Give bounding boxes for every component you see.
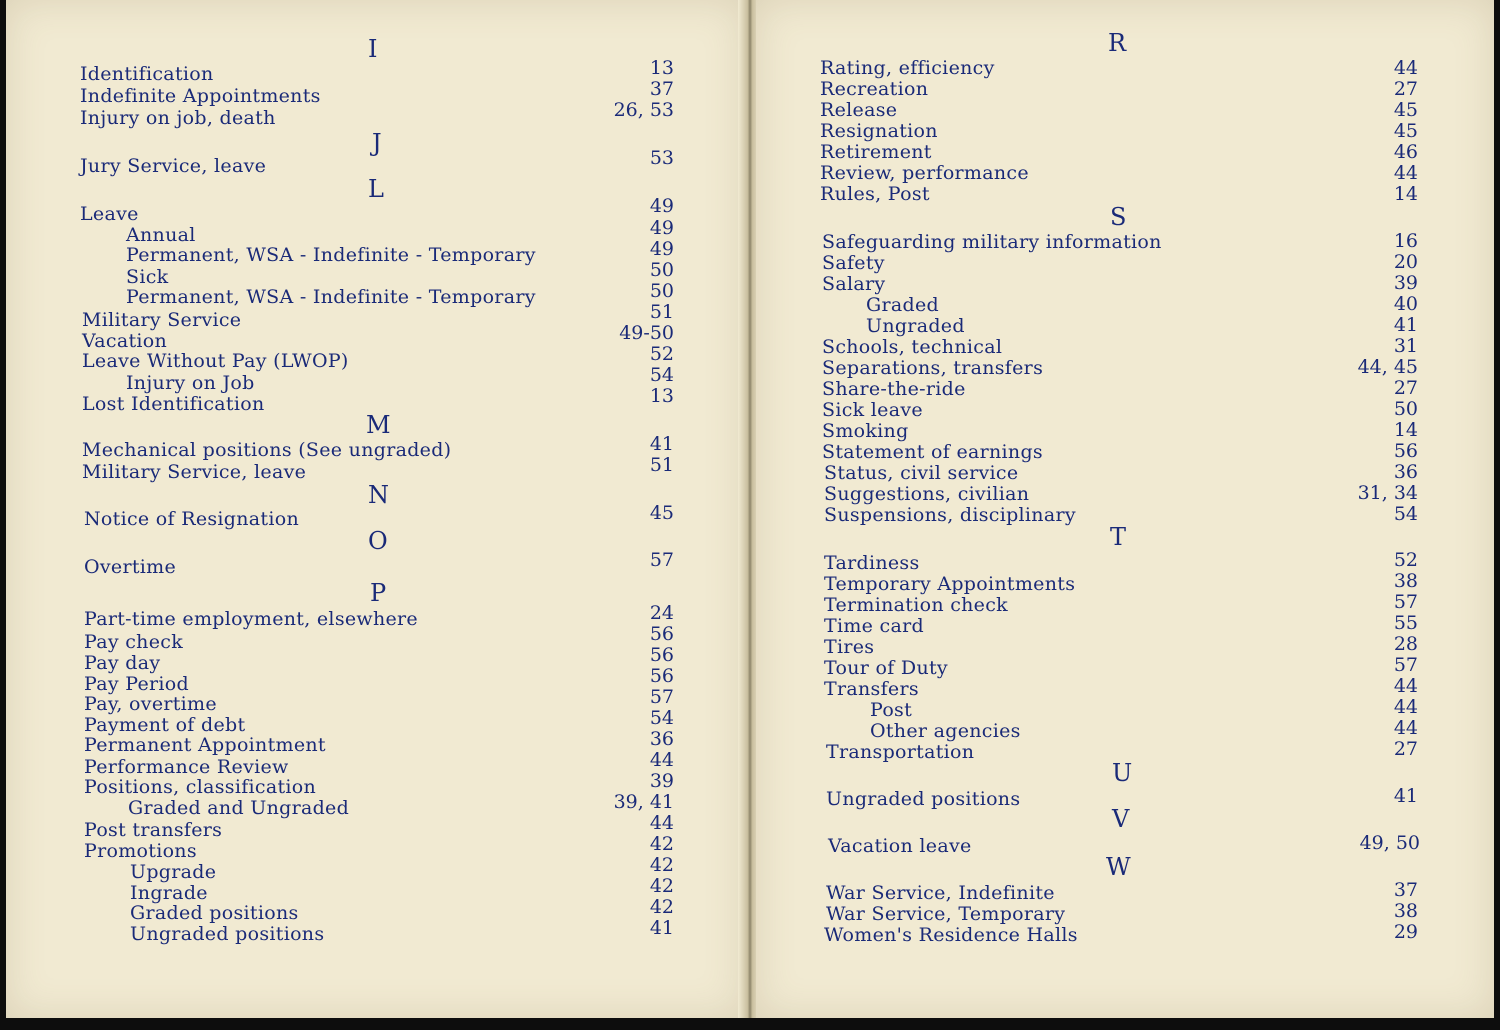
letter-heading-t: T (1110, 523, 1127, 551)
index-subentry: Post (870, 699, 913, 721)
page-number: 57 (649, 549, 674, 571)
page-number: 50 (649, 259, 674, 281)
page-number: 52 (1393, 549, 1418, 571)
letter-heading-w: W (1106, 853, 1131, 881)
index-entry: Payment of debt (84, 714, 246, 736)
index-entry: Safeguarding military information (822, 231, 1162, 253)
page-number: 31, 34 (1357, 482, 1418, 504)
index-entry: Positions, classification (84, 776, 317, 798)
index-subentry: Permanent, WSA - Indefinite - Temporary (126, 244, 536, 266)
page-number: 41 (1393, 314, 1418, 336)
letter-heading-m: M (366, 411, 391, 439)
index-entry: Post transfers (84, 819, 223, 841)
page-number: 42 (649, 875, 674, 897)
index-subentry: Graded (866, 294, 939, 316)
page-number: 44 (649, 812, 674, 834)
index-subentry: Permanent, WSA - Indefinite - Temporary (126, 286, 536, 308)
index-entry: Mechanical positions (See ungraded) (82, 439, 452, 461)
page-number: 38 (1393, 570, 1418, 592)
page-number: 36 (649, 728, 674, 750)
page-number: 31 (1393, 335, 1418, 357)
index-entry: Pay day (84, 652, 161, 674)
page-number: 55 (1393, 612, 1418, 634)
index-entry: Military Service, leave (82, 461, 307, 483)
page-number: 49 (649, 195, 674, 217)
index-entry: Pay, overtime (84, 693, 217, 715)
page-number: 41 (649, 917, 674, 939)
index-entry: Suspensions, disciplinary (824, 504, 1076, 526)
page-number: 44 (1393, 675, 1418, 697)
page-number: 14 (1393, 419, 1418, 441)
index-subentry: Other agencies (870, 720, 1021, 742)
index-entry: Performance Review (84, 756, 289, 778)
index-entry: Identification (80, 63, 214, 85)
index-entry: Transfers (824, 678, 919, 700)
page-number: 51 (649, 454, 674, 476)
letter-heading-n: N (368, 481, 389, 509)
index-entry: Tires (824, 636, 875, 658)
page-number: 56 (649, 644, 674, 666)
page-number: 26, 53 (613, 99, 674, 121)
index-subentry: Annual (126, 224, 196, 246)
page-number: 56 (649, 623, 674, 645)
index-entry: Leave (80, 203, 139, 225)
page-number: 27 (1393, 78, 1418, 100)
index-entry: Women's Residence Halls (824, 924, 1078, 946)
page-number: 44 (1393, 696, 1418, 718)
letter-heading-v: V (1112, 805, 1130, 833)
index-subentry: Graded and Ungraded (128, 797, 350, 819)
page-number: 51 (649, 301, 674, 323)
index-entry: Injury on job, death (80, 107, 276, 129)
left-page (6, 0, 744, 1018)
index-entry: Pay check (84, 631, 184, 653)
index-entry: Indefinite Appointments (80, 85, 321, 107)
index-subentry: Graded positions (130, 902, 299, 924)
index-entry: Ungraded positions (826, 788, 1021, 810)
index-entry: Vacation (82, 330, 168, 352)
index-entry: Statement of earnings (822, 441, 1043, 463)
page-number: 29 (1393, 921, 1418, 943)
letter-heading-j: J (372, 129, 382, 157)
page-number: 44 (1393, 717, 1418, 739)
index-entry: Review, performance (820, 162, 1029, 184)
index-entry: Rating, efficiency (820, 57, 995, 79)
page-number: 49 (649, 238, 674, 260)
index-entry: Military Service (82, 309, 242, 331)
index-entry: Recreation (820, 78, 929, 100)
index-subentry: Ingrade (130, 882, 208, 904)
letter-heading-i: I (368, 35, 378, 63)
index-entry: Lost Identification (82, 393, 265, 415)
page-number: 39, 41 (613, 791, 674, 813)
index-subentry: Sick (126, 266, 169, 288)
index-entry: Tour of Duty (824, 657, 948, 679)
index-entry: Smoking (822, 420, 909, 442)
page-number: 57 (1393, 591, 1418, 613)
page-number: 40 (1393, 293, 1418, 315)
page-number: 16 (1393, 230, 1418, 252)
index-entry: Separations, transfers (822, 357, 1044, 379)
index-entry: Termination check (824, 594, 1008, 616)
right-page (756, 0, 1494, 1018)
page-number: 57 (649, 686, 674, 708)
index-subentry: Injury on Job (126, 372, 255, 394)
page-number: 45 (1393, 99, 1418, 121)
page-number: 37 (649, 78, 674, 100)
letter-heading-o: O (368, 527, 388, 555)
page-number: 44 (1393, 57, 1418, 79)
page-number: 24 (649, 602, 674, 624)
index-entry: Resignation (820, 120, 938, 142)
index-entry: Rules, Post (820, 183, 930, 205)
page-number: 42 (649, 833, 674, 855)
letter-heading-l: L (368, 175, 384, 203)
index-entry: Leave Without Pay (LWOP) (82, 350, 349, 372)
page-number: 42 (649, 896, 674, 918)
page-number: 39 (1393, 272, 1418, 294)
page-number: 45 (649, 502, 674, 524)
page-number: 13 (649, 57, 674, 79)
index-entry: Notice of Resignation (84, 508, 300, 530)
index-entry: Suggestions, civilian (824, 483, 1030, 505)
page-number: 44, 45 (1357, 356, 1418, 378)
index-entry: Tardiness (824, 552, 920, 574)
index-entry: Sick leave (822, 399, 923, 421)
page-number: 44 (1393, 162, 1418, 184)
index-entry: Promotions (84, 840, 197, 862)
page-number: 49, 50 (1359, 832, 1420, 854)
index-entry: War Service, Temporary (826, 903, 1066, 925)
index-entry: Schools, technical (822, 336, 1003, 358)
index-subentry: Ungraded (866, 315, 965, 337)
index-entry: Vacation leave (828, 835, 972, 857)
index-entry: Time card (824, 615, 924, 637)
page-number: 42 (649, 854, 674, 876)
page-number: 52 (649, 343, 674, 365)
letter-heading-r: R (1108, 29, 1127, 57)
index-entry: War Service, Indefinite (826, 882, 1055, 904)
page-number: 54 (1393, 503, 1418, 525)
page-number: 38 (1393, 900, 1418, 922)
letter-heading-u: U (1112, 759, 1133, 787)
index-entry: Jury Service, leave (80, 155, 267, 177)
page-number: 50 (1393, 398, 1418, 420)
page-number: 14 (1393, 183, 1418, 205)
index-entry: Temporary Appointments (824, 573, 1076, 595)
page-number: 54 (649, 707, 674, 729)
page-number: 46 (1393, 141, 1418, 163)
letter-heading-p: P (370, 579, 387, 607)
page-number: 56 (649, 665, 674, 687)
page-number: 27 (1393, 377, 1418, 399)
page-number: 41 (1393, 785, 1418, 807)
index-entry: Retirement (820, 141, 932, 163)
page-number: 44 (649, 749, 674, 771)
page-number: 50 (649, 280, 674, 302)
page-number: 49-50 (619, 322, 674, 344)
page-number: 28 (1393, 633, 1418, 655)
index-entry: Permanent Appointment (84, 734, 326, 756)
page-number: 41 (649, 433, 674, 455)
page-number: 53 (649, 147, 674, 169)
page-number: 37 (1393, 879, 1418, 901)
page-number: 56 (1393, 440, 1418, 462)
index-subentry: Ungraded positions (130, 923, 325, 945)
index-entry: Pay Period (84, 673, 189, 695)
page-number: 27 (1393, 738, 1418, 760)
page-number: 20 (1393, 251, 1418, 273)
page-number: 54 (649, 364, 674, 386)
index-entry: Overtime (84, 556, 177, 578)
page-number: 57 (1393, 654, 1418, 676)
index-entry: Transportation (826, 741, 975, 763)
page-number: 45 (1393, 120, 1418, 142)
page-number: 49 (649, 217, 674, 239)
index-entry: Status, civil service (824, 462, 1019, 484)
index-entry: Salary (822, 273, 886, 295)
index-subentry: Upgrade (130, 861, 217, 883)
index-entry: Release (820, 99, 898, 121)
page-number: 39 (649, 770, 674, 792)
letter-heading-s: S (1110, 203, 1127, 231)
page-number: 36 (1393, 461, 1418, 483)
index-entry: Share-the-ride (822, 378, 966, 400)
index-entry: Safety (822, 252, 885, 274)
page-number: 13 (649, 385, 674, 407)
index-entry: Part-time employment, elsewhere (84, 608, 418, 630)
